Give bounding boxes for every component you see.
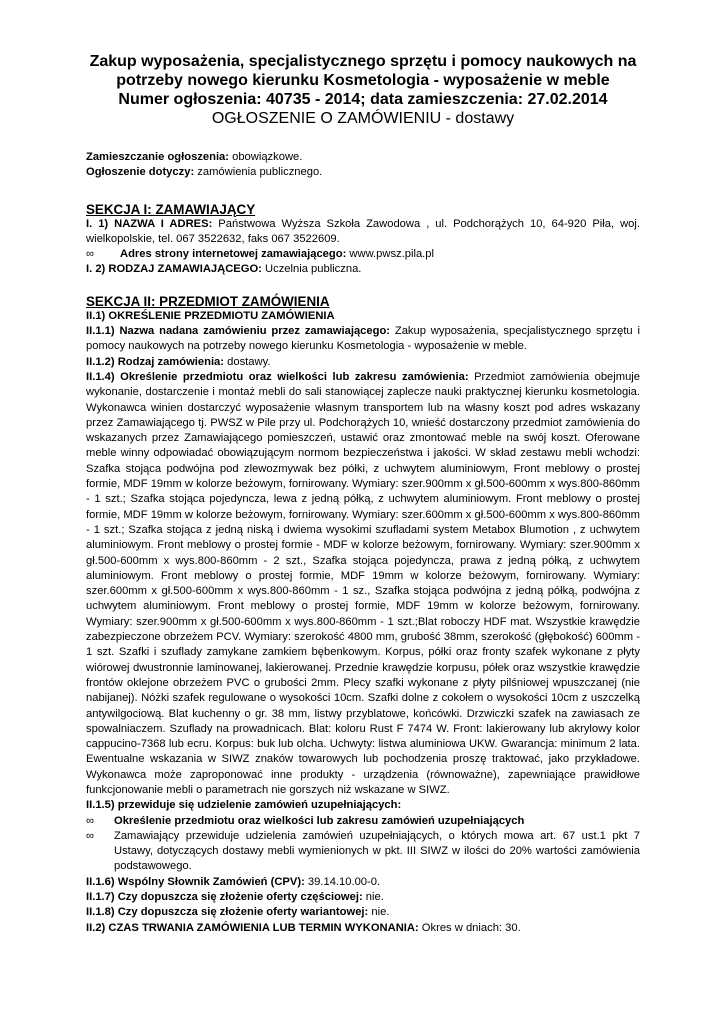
contracting-authority-name: [86, 217, 640, 248]
placement-value: obowiązkowe.: [229, 151, 303, 163]
supplementary-bullet-1: [86, 814, 640, 829]
name-value: Państwowa Wyższa Szkoła Zawodowa , ul. Podchorążych 10, 64-920 Piła, woj. wielkopolskie, tel. 067 3522632, faks 067 3522609.: [86, 217, 640, 245]
notice-page: [86, 52, 640, 936]
concerns-line: [86, 165, 640, 180]
partial-offer-label: II.1.7) Czy dopuszcza się złożenie oferty częściowej:: [86, 891, 363, 904]
order-description: [86, 370, 640, 798]
supplementary-line: [86, 798, 640, 813]
order-kind-label: II.1.2) Rodzaj zamówienia:: [86, 355, 225, 368]
duration-label: II.2) CZAS TRWANIA ZAMÓWIENIA LUB TERMIN WYKONANIA:: [86, 921, 419, 934]
section-1-heading: SEKCJA I: ZAMAWIAJĄCY: [86, 201, 256, 217]
variant-offer-label: II.1.8) Czy dopuszcza się złożenie oferty wariantowej:: [86, 906, 369, 919]
order-name-label: II.1.1) Nazwa nadana zamówieniu przez zamawiającego:: [86, 325, 391, 338]
website-label: Adres strony internetowej zamawiającego:: [120, 248, 347, 261]
authority-type-label: I. 2) RODZAJ ZAMAWIAJĄCEGO:: [86, 263, 262, 276]
cpv-value: 39.14.10.00-0.: [304, 875, 381, 888]
authority-type-line: [86, 262, 640, 277]
order-kind-line: [86, 355, 640, 370]
notice-type: OGŁOSZENIE O ZAMÓWIENIU - dostawy: [211, 110, 515, 127]
cpv-line: [86, 875, 640, 890]
order-kind-value: dostawy.: [224, 355, 271, 368]
document-title: Zakup wyposażenia, specjalistycznego sprzętu i pomocy naukowych na potrzeby nowego kierunku Kosmetologia - wyposażenie w meble: [89, 53, 637, 89]
cpv-label: II.1.6) Wspólny Słownik Zamówień (CPV):: [86, 875, 305, 888]
infinity-bullet-icon: ∞: [86, 814, 94, 827]
subject-subheading-text: II.1) OKREŚLENIE PRZEDMIOTU ZAMÓWIENIA: [86, 309, 335, 322]
authority-type-value: Uczelnia publiczna.: [261, 263, 362, 276]
order-name-value: Zakup wyposażenia, specjalistycznego sprzętu i pomocy naukowych na potrzeby nowego kierunku Kosmetologia - wyposażenie w meble.: [86, 325, 640, 353]
placement-label: Zamieszczanie ogłoszenia:: [86, 151, 229, 163]
order-description-label: II.1.4) Określenie przedmiotu oraz wielkości lub zakresu zamówienia:: [86, 370, 469, 383]
duration-value: Okres w dniach: 30.: [418, 921, 521, 934]
partial-offer-value: nie.: [362, 891, 384, 904]
placement-line: [86, 150, 640, 165]
variant-offer-line: [86, 905, 640, 920]
website-value: www.pwsz.pila.pl: [346, 248, 434, 261]
concerns-label: Ogłoszenie dotyczy:: [86, 166, 195, 179]
name-label: I. 1) NAZWA I ADRES:: [86, 217, 213, 230]
supplementary-label: II.1.5) przewiduje się udzielenie zamówień uzupełniających:: [86, 799, 402, 812]
partial-offer-line: [86, 890, 640, 905]
subject-subheading: [86, 309, 640, 324]
order-description-value: Przedmiot zamówienia obejmuje wykonanie, dostarczenie i montaż mebli do sali stanowiącej zaplecze nauki praktycznej kierunku kosmetologia. Wykonawca winien dostarczyć wyposażenie własnym transportem lub na własny koszt pod adres wskazany przez Zamawiającego tj. PWSZ w Pile przy ul. Podchorążych 10, wnieść dostarczony przedmiot zamówienia do wskazanych przez Zamawiającego pomieszczeń, ustawić oraz zmontować meble na swój koszt. Oferowane meble winny odpowiadać obowiązującym normom bezpieczeństwa i jakości. W skład zestawu mebli wchodzi: Szafka stojąca podwójna pod zlewozmywak bez półki, z uchwytem aluminiowym, Front meblowy o prostej formie, MDF 19mm w kolorze beżowym, fornirowany. Wymiary: szer.900mm x gł.500-600mm x wys.800-860mm - 1 szt.; Szafka stojąca pojedyncza, lewa z jedną półką, z uchwytem aluminiowym. Front meblowy o prostej formie, MDF 19mm w kolorze beżowym, fornirowany. Wymiary: szer.600mm x gł.500-600mm x wys.800-860mm - 1 szt.; Szafka stojąca z jedną niską i dwiema wysokimi szufladami system Metabox Blumotion , z uchwytem aluminiowym. Front meblowy o prostej formie - MDF w kolorze beżowym, fornirowany. Wymiary: szer.900mm x gł.500-600mm x wys.800-860mm - 2 szt., Szafka stojąca pojedyncza, prawa z jedną półką, z uchwytem aluminiowym. Front meblowy o prostej formie, MDF 19mm w kolorze beżowym, fornirowany. Wymiary: szer.600mm x gł.500-600mm x wys.800-860mm - 1 sz., Szafka stojąca podwójna z jedną półką, podwójna z uchwytem aluminiowym. Front meblowy o prostej formie, MDF 19mm w kolorze beżowym, fornirowany. Wymiary: szer.900mm x gł.500-600mm x wys.800-860mm - 1 szt.;Blat roboczy HDF mat. Wszystkie krawędzie zabezpieczone obrzeżem PCV. Wymiary: szerokość 4800 mm, grubość 38mm, szerokość (głębokość) 600mm - 1 szt. Szafki i szuflady zamykane zamkiem bębenkowym. Korpus, półki oraz fronty szafek wykonane z płyty wiórowej dwustronnie laminowanej, lakierowanej. Przednie krawędzie korpusu, półek oraz wszystkie krawędzie frontów oklejone obrzeżem PVC o grubości 2mm. Plecy szafki wykonane z płyty pilśniowej wpuszczanej (nie nabijanej). Nóżki szafek regulowane o wysokości 10cm. Szafki dolne z cokołem o wysokości 10cm z uszczelką antywilgociową. Blat kuchenny o gr. 38 mm, listwy przyblatowe, końcówki. Drzwiczki szafek na zawiasach ze spowalniaczem. Szuflady na prowadnicach. Blat: koloru Rust F 7474 W. Front: lakierowany lub akrylowy kolor cappucino-7368 lub ecru. Korpus: buk lub olcha. Uchwyty: listwa aluminiowa UKW. Gwarancja: minimum 2 lata. Ewentualne wskazania w SIWZ znaków towarowych lub pochodzenia proszę traktować, jako przykładowe. Wykonawca może zaproponować inne produkty - urządzenia (równoważne), zapewniające prawidłowe funkcjonowanie mebli o parametrach nie gorszych niż wskazane w SIWZ.: [86, 370, 640, 796]
concerns-value: zamówienia publicznego.: [194, 166, 323, 179]
supplementary-bullet-1-text: Określenie przedmiotu oraz wielkości lub zakresu zamówień uzupełniających: [114, 814, 525, 827]
section-2-heading: SEKCJA II: PRZEDMIOT ZAMÓWIENIA: [86, 293, 330, 309]
supplementary-bullet-2: [86, 829, 640, 875]
variant-offer-value: nie.: [368, 906, 390, 919]
order-name-line: [86, 324, 640, 355]
supplementary-bullet-2-text: Zamawiający przewiduje udzielenia zamówień uzupełniających, o których mowa art. 67 ust.1 pkt 7 Ustawy, dotyczących dostawy mebli wymienionych w pkt. III SIWZ w ilości do 20% wartości zamówienia podstawowego.: [114, 829, 640, 873]
duration-line: [86, 921, 640, 936]
infinity-bullet-icon: ∞: [86, 829, 94, 842]
title-block: [86, 52, 640, 128]
infinity-bullet-icon: ∞: [86, 248, 94, 261]
website-line: [86, 247, 640, 262]
notice-number-line: Numer ogłoszenia: 40735 - 2014; data zamieszczenia: 27.02.2014: [118, 91, 608, 108]
